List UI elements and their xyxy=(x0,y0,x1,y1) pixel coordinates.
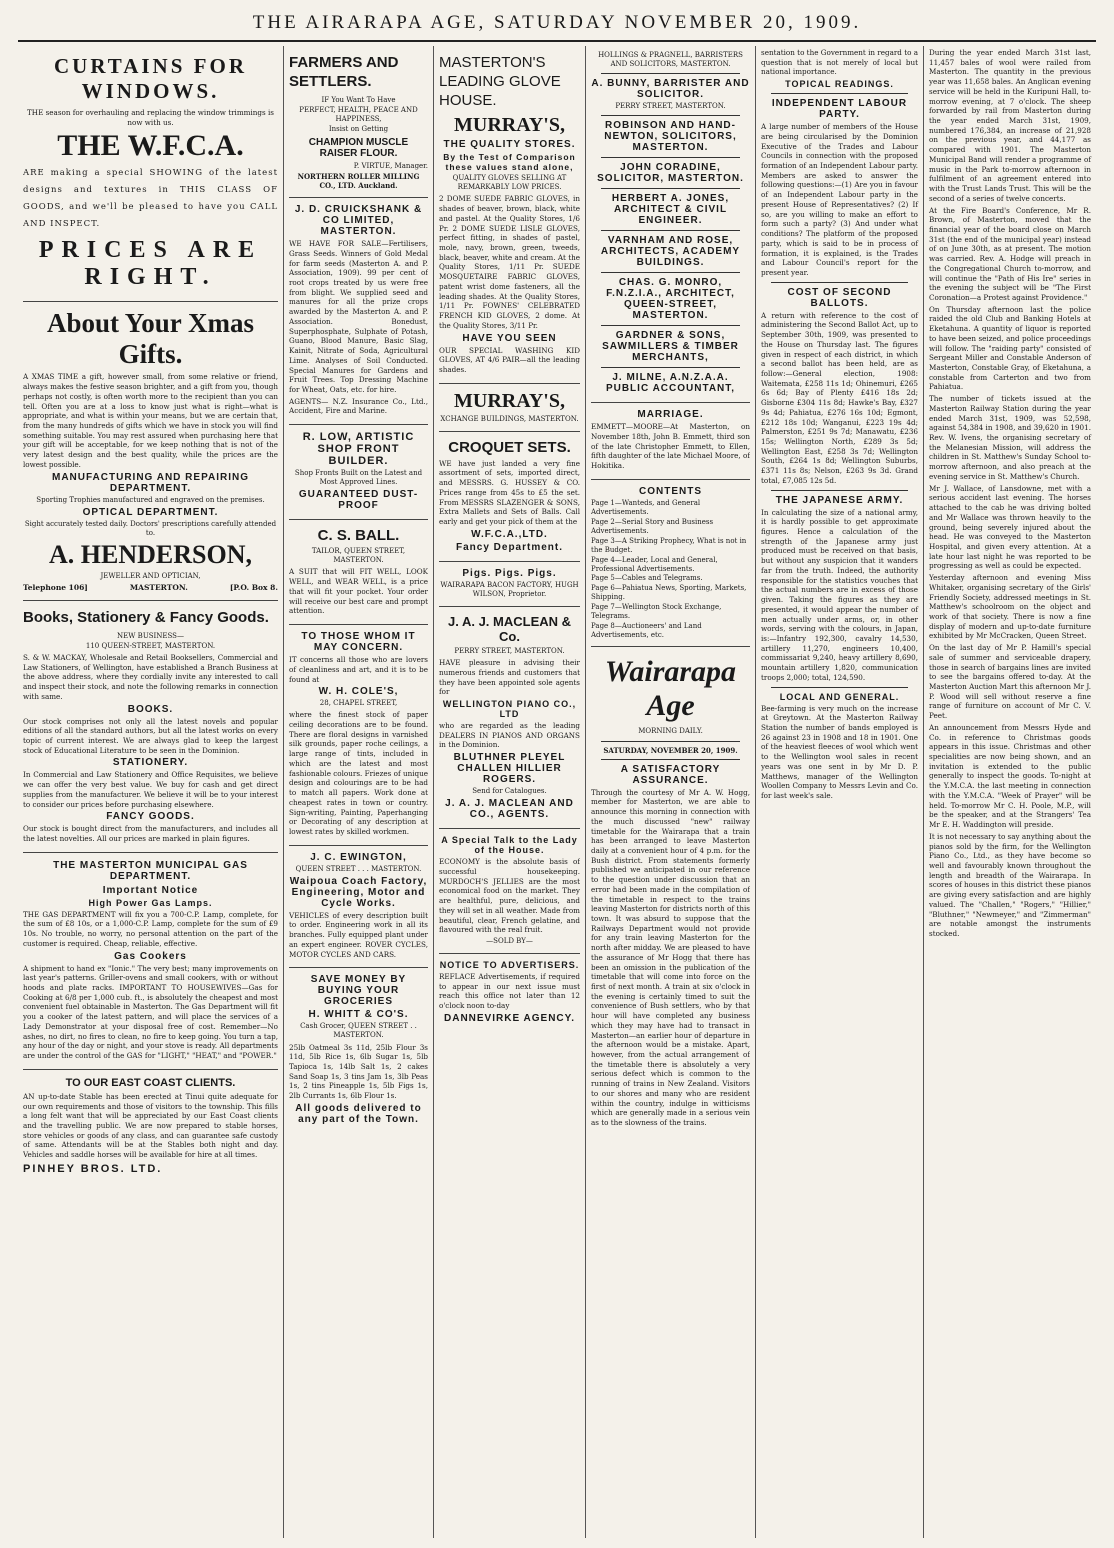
notice-title: NOTICE TO ADVERTISERS. xyxy=(439,960,580,971)
henderson-contact xyxy=(23,583,278,592)
manufacturing-sub: Sporting Trophies manufactured and engraved on the premises. xyxy=(36,495,265,504)
architect-jones: HERBERT A. JONES, ARCHITECT & CIVIL ENGINEER. xyxy=(611,193,730,227)
wellington-body: who are regarded as the leading DEALERS IN PIANOS AND ORGANS in the Dominion. xyxy=(439,720,580,750)
gas-lamps: High Power Gas Lamps. xyxy=(88,897,213,908)
cruickshank-title: J. D. CRUICKSHANK & CO LIMITED, MASTERTON. xyxy=(294,204,423,238)
henderson-box: [P.O. Box 8. xyxy=(229,583,278,592)
ewington-addr: QUEEN STREET . . . MASTERTON. xyxy=(295,864,422,873)
editorial xyxy=(591,647,750,1135)
divider xyxy=(601,367,740,368)
divider xyxy=(771,93,908,94)
gas-cookers: Gas Cookers xyxy=(114,950,187,962)
news-paragraph: On the last day of Mr P. Hamill's special sale of summer and serviceable drapery, those in search of bargains lines are invited to see the bargains offered to-day. At the Masterton Auction Mart this afternoon Mr J. P. Wood will sell without reserve a fine range of furniture on account of Mr C. V. Peet. xyxy=(929,643,1091,721)
books-addr: 110 QUEEN-STREET, MASTERTON. xyxy=(85,641,216,650)
news-paragraph: Mr J. Wallace, of Lansdowne, met with a serious accident last evening. The horses attached to the cab he was driving bolted and Mr Wallace was thrown heavily to the ground, being severely injured about the head. He was conveyed to the Masterton Hospital, and given every attention. At a late hour last night he was reported to be progressing as well as could be expected. xyxy=(929,483,1091,571)
have-seen: HAVE YOU SEEN xyxy=(462,332,557,344)
legal-hollings: HOLLINGS & PRAGNELL, BARRISTERS AND SOLICITORS, MASTERTON. xyxy=(598,51,743,69)
legal-bunny: A. BUNNY, BARRISTER AND SOLICITOR. xyxy=(591,78,750,101)
ballots-title: COST OF SECOND BALLOTS. xyxy=(787,286,892,309)
books-new: NEW BUSINESS— xyxy=(117,631,184,640)
curtains-ad xyxy=(23,46,278,302)
marriage-body: EMMETT—MOORE—At Masterton, on November 18th, John B. Emmett, third son of the late Christopher Emmett, to Ellen, fifth daughter of the late Michael Moore, of Hokitika. xyxy=(591,422,750,471)
topical-title: TOPICAL READINGS. xyxy=(785,79,894,90)
farmers-insist: Insist on Getting xyxy=(328,124,389,133)
contents-item: Page 1—Wanteds, and General Advertisements. xyxy=(591,498,701,517)
gas-body: THE GAS DEPARTMENT will fix you a 700-C.P. Lamp, complete, for the sum of £8 10s, or a 1,000-C.P. Lamp, complete for the sum of £9 10s. No trouble, no worry, no personal attention on the part of the customer is required. Cheap, reliable, effective. xyxy=(23,909,278,948)
lunch-body: ECONOMY is the absolute basis of successful housekeeping. MURDOCH'S JELLIES are the most economical food on the market. They are healthful, pure, delicious, and they will set in all weather. Made from beautiful, clear, French gelatine, and flavoured with the real fruit. xyxy=(439,857,580,935)
assurance-body: Through the courtesy of Mr A. W. Hogg, member for Masterton, we are able to announce this morning in connection with the much discussed "new" railway timetable for the Wairarapa that a train has been arranged to leave Masterton daily at a convenient hour of 4 p.m. for the Bush district. From statements formerly published we anticipated in our reference to the question under discussion that an error had been made in the compilation of the timetable in respect to the trains leaving Masterton for districts north of this town. It was absurd to suppose that the Railways Department would not provide for any train leaving Masterton for the north after midday. We are pleased to have the assurance of Mr Hogg that there has been an omission in the publication of the timetable that will come into force on the first of next month. A train at six o'clock in the evening is certainly timed to suit the convenience of Bush settlers, who by that hour will have completed any business which they may have had to transact in Masterton—an earlier hour of departure in the afternoon would be a mistake. Apart, however, from the actual arrangement of the timetable there is absolutely a very serious defect which is common to the running of trains in New Zealand. Visitors to our shores and many who are resident within the country, indulge in witticisms which are generally made in a serious vein as to the slowness of the trains. xyxy=(591,787,750,1128)
east-coast-ad xyxy=(23,1070,278,1184)
column-5 xyxy=(756,46,924,1538)
legal-perry: PERRY STREET, MASTERTON. xyxy=(615,102,726,111)
architect-monro: CHAS. G. MONRO, F.N.Z.I.A., ARCHITECT, QUEEN-STREET, MASTERTON. xyxy=(606,277,735,322)
masthead-rule xyxy=(18,40,1096,42)
contents-box xyxy=(591,480,750,648)
curtains-title: CURTAINS FOR WINDOWS. xyxy=(54,54,247,103)
send-catalogues: Send for Catalogues. xyxy=(472,787,547,796)
glove-title: MASTERTON'S LEADING GLOVE HOUSE. xyxy=(439,54,561,109)
whitt-list: 25lb Oatmeal 3s 11d, 25lb Flour 3s 11d, 5lb Rice 1s, 6lb Sugar 1s, 5lb Tapioca 1s, 14lb Salt 1s, 2 cakes Sand Soap 1s, 3 tins Jam 1s, 3lb Peas 1s, 2 tins Pineapple 1s, 5lb Figs 1s, 2lb Currants 1s, 6lb Flour 1s. xyxy=(289,1042,428,1101)
lunch-title: A Special Talk to the Lady of the House. xyxy=(441,835,578,856)
cruickshank-agents: AGENTS— N.Z. Insurance Co., Ltd., Accident, Fire and Marine. xyxy=(289,396,428,416)
divider xyxy=(601,230,740,231)
divider xyxy=(601,73,740,74)
whitt-sub: Cash Grocer, QUEEN STREET . . MASTERTON. xyxy=(300,1022,417,1040)
east-title: TO OUR EAST COAST CLIENTS. xyxy=(65,1076,236,1089)
divider xyxy=(771,282,908,283)
wellington-piano: WELLINGTON PIANO CO., LTD xyxy=(442,698,577,719)
glove-ad xyxy=(439,46,580,384)
column-4 xyxy=(586,46,756,1538)
ball-body: A SUIT that will FIT WELL, LOOK WELL, and WEAR WELL, is a price that will fit your pocket. Your order will receive our best care and prompt attention. xyxy=(289,567,428,616)
books-ad xyxy=(23,601,278,853)
concern-body: IT concerns all those who are lovers of cleanliness and art, and it is to be found at xyxy=(289,655,428,684)
column-3 xyxy=(434,46,586,1538)
murray-title: MURRAY'S, xyxy=(454,114,565,137)
ewington-ad xyxy=(289,846,428,969)
books-body: S. & W. MACKAY, Wholesale and Retail Booksellers, Commercial and Law Stationers, of Wellington, have established a Branch Business at the above address, where they cordially invite any interested to call and inspect their stock, and note the following remarks in connection with same. xyxy=(23,652,278,701)
murray2-ad xyxy=(439,384,580,432)
books-title: Books, Stationery & Fancy Goods. xyxy=(23,609,269,626)
murray-sub: THE QUALITY STORES. xyxy=(443,139,576,151)
sold-by: —SOLD BY— xyxy=(486,936,533,945)
pinhey-name: PINHEY BROS. LTD. xyxy=(23,1162,163,1175)
henderson-sub: JEWELLER AND OPTICIAN, xyxy=(100,571,201,580)
news-paragraph: Yesterday afternoon and evening Miss Whitaker, organising secretary of the Girls' Friendly Society, addressed meetings in St. Matthew's schoolroom on the object and work of that society. There is now a fine display of modern and up-to-date furniture exhibited by Mr McCracken, Queen Street. xyxy=(929,573,1091,641)
manufacturing-heading: MANUFACTURING AND REPAIRING DEPARTMENT. xyxy=(52,471,249,494)
contents-item: Page 6—Pahiatua News, Sporting, Markets, Shipping. xyxy=(591,583,747,602)
divider xyxy=(601,188,740,189)
curtains-body: ARE making a special SHOWING of the latest designs and textures in THIS CLASS OF GOODS, and we'll be pleased to have you CALL AND INSPECT. xyxy=(23,168,278,230)
maclean-body: HAVE pleasure in advising their numerous friends and customers that they have been appointed sole agents for xyxy=(439,658,580,697)
fancy-text: Our stock is bought direct from the manufacturers, and includes all the latest novelties. All our prices are marked in plain figures. xyxy=(23,824,278,843)
notice-body: REFLACE Advertisements, if required to appear in our next issue must reach this office not later than 12 o'clock noon to-day xyxy=(439,972,580,1011)
dannevirke: DANNEVIRKE AGENCY. xyxy=(444,1012,575,1024)
ewington-title: J. C. EWINGTON, xyxy=(310,851,407,863)
newspaper-columns xyxy=(18,46,1096,1538)
coles-addr: 28, CHAPEL STREET, xyxy=(319,699,398,708)
marriage-notice xyxy=(591,403,750,480)
xmas-ad xyxy=(23,302,278,601)
croquet-ad xyxy=(439,432,580,562)
farmers-title: FARMERS AND SETTLERS. xyxy=(289,54,399,90)
gloves-body: 2 DOME SUEDE FABRIC GLOVES, in shades of beaver, brown, black, white and pastel. At the Quality Stores, 1/6 Pr. 2 DOME SUEDE LISLE GLOVES, perfect fitting, in shades of pastel, mole, navy, brown, green, tweeds, black, beaver, white and cream. At the Quality Stores, 1/11 Pr. SUEDE MOSQUETAIRE FABRIC GLOVES, patent wrist dome fasteners, all the leading shades. At the Quality Stores, 1/11 Pr. FOWNES' CELEBRATED FRENCH KID GLOVES, 2 dome. At the Quality Stores, 3/11 Pr. xyxy=(439,194,580,330)
virtue-manager: P. VIRTUE, Manager. xyxy=(353,161,428,170)
farmers-intro: IF You Want To Have xyxy=(321,95,396,104)
gardner-sons: GARDNER & SONS, SAWMILLERS & TIMBER MERCHANTS, xyxy=(602,330,739,364)
gas-ad xyxy=(23,853,278,1070)
contents-item: Page 5—Cables and Telegrams. xyxy=(591,574,703,583)
gas-cookers-body: A shipment to hand ex "Ionic." The very best; many improvements on last year's patterns. Griller-ovens and small cookers, with or without hoods and plate racks. IMPORTANT TO HOUSEWIVES—Gas for Cooking at 6/8 per 1,000 cub. ft., is absolutely the cheapest and most convenient fuel obtainable in Masterton. The Gas Department will fit you a cooker of the latest pattern, and will place the services of a Lady Demonstrator at your disposal free of cost. Remember—No ashes, no dirt, no fires to clean, no fire to keep going. You turn a tap, any hour of the day or night, and your stove is ready. All departments are under the control of the GAS for "LIGHT," "HEAT," and "POWER." xyxy=(23,963,278,1061)
rlow-title: R. LOW, ARTISTIC SHOP FRONT BUILDER. xyxy=(302,431,415,468)
piano-brands: BLUTHNER PLEYEL CHALLEN HILLIER ROGERS. xyxy=(453,752,566,786)
whitt-ad xyxy=(289,968,428,1133)
whitt-foot: All goods delivered to any part of the Town. xyxy=(295,1102,422,1125)
rlow-body: Shop Fronts Built on the Latest and Most Approved Lines. xyxy=(294,469,423,487)
waipoua-body: VEHICLES of every description built to order. Engineering work in all its branches. Fully equipped plant under an expert engineer. ROVER CYCLES, MOTOR CYCLES AND CARS. xyxy=(289,910,428,959)
farmers-health: PERFECT, HEALTH, PEACE AND HAPPINESS, xyxy=(299,105,418,123)
henderson-title: A. HENDERSON, xyxy=(49,539,252,569)
local-body: Bee-farming is very much on the increase at Greytown. At the Masterton Railway Station the number of bands employed is 26 against 23 in 1908 and 18 in 1901. One of the heaviest fleeces of wool which went to the Wellington wool sales in recent years was one sent in by Mr D. P. Matthews, manager of the Wellington Woollen Company to Messrs Levin and Co. for last week's sale. xyxy=(761,703,918,800)
paper-sub: MORNING DAILY. xyxy=(638,727,703,736)
legal-coradine: JOHN CORADINE, SOLICITOR, MASTERTON. xyxy=(597,162,744,185)
henderson-town: MASTERTON. xyxy=(129,583,188,592)
legal-robinson: ROBINSON AND HAND-NEWTON, SOLICITORS, MASTERTON. xyxy=(604,120,737,154)
xmas-title: About Your Xmas Gifts. xyxy=(46,308,255,370)
books-text: Our stock comprises not only all the latest novels and popular editions of all the standard authors, but all the latest works on every topic of current interest. We are always glad to keep the largest stock of Educational Literature to be seen in the Dominion. xyxy=(23,716,278,755)
labour-title: INDEPENDENT LABOUR PARTY. xyxy=(771,98,908,121)
pigs-title: Pigs. Pigs. Pigs. xyxy=(462,567,557,579)
gas-title: THE MASTERTON MUNICIPAL GAS DEPARTMENT. xyxy=(53,859,248,882)
prices-right: PRICES ARE RIGHT. xyxy=(38,237,263,291)
wfca-title: THE W.F.C.A. xyxy=(57,129,244,163)
column-1 xyxy=(18,46,284,1538)
cruickshank-body: WE HAVE FOR SALE—Fertilisers, Grass Seeds. Winners of Gold Medal for farm seeds (Masterton A. and P. Association, 1909). 99 per cent of root crops treated by us were free from blight. We supplied seed and manures for all the prize crops awarded by the Masterton A. and P. Association. Bonedust, Superphosphate, Sulphate of Potash, Guano, Blood Manure, Basic Slag, Kainit, Nitrate of Soda, Agricultural Lime. Analyses of Soil Conducted. Special Manures for Gardens and Fruit Trees. Top Dressing Machine for Wheat, Oats, etc. for hire. xyxy=(289,239,428,394)
professional-cards xyxy=(591,46,750,403)
concern-ad xyxy=(289,625,428,846)
maclean-ad xyxy=(439,607,580,829)
pigs-ad xyxy=(439,562,580,607)
architect-varnham: VARNHAM AND ROSE, ARCHITECTS, ACADEMY BUILDINGS. xyxy=(600,235,741,269)
labour-body: A large number of members of the House are being circularised by the Dominion Executive of the Trades and Labour Councils in connection with the proposed formation of an Independent Labour party. Members are asked to answer the following questions:—(1) Are you in favour of an Independent Labour party in the present House of Representatives? (2) If so, are you willing to make an effort to form such a party? (3) And under what conditions? The platform of the proposed party, which is said to be in process of formation, it is explained, is the Trades and Labour Council's report for the present year. xyxy=(761,122,918,277)
contents-item: Page 8—Auctioneers' and Land Advertisements, etc. xyxy=(591,621,702,639)
local-title: LOCAL AND GENERAL. xyxy=(779,691,900,702)
paper-logo: Wairarapa Age xyxy=(604,655,737,723)
farmers-ad xyxy=(289,46,428,198)
divider xyxy=(601,272,740,273)
coles-body: where the finest stock of paper ceiling decorations are to be found. There are floral designs in varnished silk grounds, paper roche ceilings, a large range of tints, included in which are the latest and most fashionable colours. Friezes of unique design and colourings are to be had to match all papers. Work done at cheapest rates in town or country. Sign-writing, Painting, Paperhanging or Decorating of any description at lowest rates by skilled workmen. xyxy=(289,710,428,836)
cruickshank-ad xyxy=(289,198,428,425)
gas-notice: Important Notice xyxy=(102,884,199,896)
maclean-addr: PERRY STREET, MASTERTON. xyxy=(454,646,565,655)
murray2-sub: XCHANGE BUILDINGS, MASTERTON. xyxy=(440,414,579,423)
paper-date: SATURDAY, NOVEMBER 20, 1909. xyxy=(603,745,738,755)
maclean-title: J. A. J. MACLEAN & Co. xyxy=(447,613,572,644)
washing-gloves: OUR SPECIAL WASHING KID GLOVES, AT 4/6 PAIR—all the leading shades. xyxy=(439,345,580,374)
contents-item: Page 4—Leader, Local and General, Professional Advertisements. xyxy=(591,555,718,573)
concern-title: TO THOSE WHOM IT MAY CONCERN. xyxy=(301,631,416,654)
save-title: SAVE MONEY BY BUYING YOUR GROCERIES xyxy=(310,974,407,1008)
column-2 xyxy=(284,46,434,1538)
divider xyxy=(601,741,740,742)
curtains-intro: THE season for overhauling and replacing the window trimmings is now with us. xyxy=(27,108,274,127)
ballots-body: A return with reference to the cost of administering the Second Ballot Act, up to September 30th, 1909, was presented to the House on Thursday last. The figures given in respect of each district, in which a second ballot has been held, are as follow:—General election, 1908: Waitemata, £258 11s 1d; Ohinemuri, £265 6s 6d; Bay of Plenty £416 18s 2d; Gisborne £304 11s 8d; Hawke's Bay, £327 9s 4d; Pahiatua, £276 16s 10d; Egmont, £212 18s 10d; Wanganui, £223 19s 4d; Palmerston, £251 9s 7d; Manawatu, £236 15s; Wellington North, £289 3s 5d; Wellington East, £258 3s 7d; Wellington South, £264 1s 8d; Wellington Suburbs, £371 11s 8s; Nelson, £263 9s 3d. Grand total, £7,085 12s 5d. xyxy=(761,310,918,485)
optical-sub: Sight accurately tested daily. Doctors' prescriptions carefully attended to. xyxy=(24,519,277,537)
bacon-factory: WAIRARAPA BACON FACTORY, HUGH WILSON, Proprietor. xyxy=(440,580,579,598)
news-paragraph: It is not necessary to say anything about the pianos sold by the firm, for the Wellington Piano Co., Ltd., as they have become so well and favourably known throughout the length and breadth of the Wairarapa. In scores of houses in this district these pianos are giving every satisfaction and are highly valued. The "Challen," "Rogers," "Hillier," "Bluthner," "Newmeyer," and "Zimmerman" are notable amongst the instruments stocked. xyxy=(929,831,1091,938)
notice-advertisers xyxy=(439,954,580,1032)
contents-item: Page 7—Wellington Stock Exchange, Telegrams. xyxy=(591,602,722,621)
rlow-dust: GUARANTEED DUST-PROOF xyxy=(298,489,419,512)
wfca-name: W.F.C.A.,LTD. xyxy=(471,528,548,540)
contents-item: Page 2—Serial Story and Business Advertisements. xyxy=(591,517,714,536)
news-paragraph: The number of tickets issued at the Masterton Railway Station during the year ended March 31st, 1909, was 52,598, against 54,384 in 1908, and 39,620 in 1901. Rev. W. Ivens, the organising secretary of the Melanesian Mission, will address the children in St. Matthew's Sunday School to-morrow afternoon, and also preach at the evening service in St. Matthew's Church. xyxy=(929,394,1091,481)
xmas-body: A XMAS TIME a gift, however small, from some relative or friend, always makes the festive season brighter, and a gift from you, though perhaps not costly, is often worth more to the recipient than you can tell. Often you are at a loss to know just what is right—what is appropriate, and what is within your means, but we are certain that, from the many hundreds of gifts which we have in stock you will find something suitable. You may rest assured when purchasing here that your gift will be acceptable, for we keep nothing that is not of the very latest design and the best quality, while the prices are the lowest possible. xyxy=(23,372,278,469)
rlow-ad xyxy=(289,425,428,520)
masthead: THE AIRARAPA AGE, SATURDAY NOVEMBER 20, 1909. xyxy=(252,12,862,33)
champion-flour: CHAMPION MUSCLE RAISER FLOUR. xyxy=(308,136,409,159)
ball-ad xyxy=(289,520,428,625)
divider xyxy=(601,325,740,326)
column-6 xyxy=(924,46,1096,1538)
wfca-dept: Fancy Department. xyxy=(455,541,564,553)
accountant-milne: J. MILNE, A.N.Z.A.A. PUBLIC ACCOUNTANT, xyxy=(605,372,736,395)
contents-item: Page 3—A Striking Prophecy, What is not in the Budget. xyxy=(591,536,747,555)
news-paragraph: An announcement from Messrs Hyde and Co. in reference to Christmas goods appears in this issue. Christmas and other specialities are now being shown, and an invitation is extended to the public generally to inspect the goods. To-night at the Y.M.C.A. the last meeting in connection with the Y.M.C.A. "Week of Prayer" will be held. To-morrow Mr C. H. Poole, M.P., will be the speaker, and at the Strangers' Tea Mr E. H. Waddington will preside. xyxy=(929,722,1091,830)
coles-title: W. H. COLE'S, xyxy=(318,686,399,698)
jelly-ad xyxy=(439,829,580,954)
news-paragraph: At the Fire Board's Conference, Mr R. Brown, of Masterton, moved that the financial year of the board close on March 31st (the end of the municipal year) instead of on June 30th, as at present. The motion was carried. Rev. A. Hodge will preach in the Congregational Church to-morrow, and will continue the "Path of His Ire" series in the evening the subject will be "The First Coronation—a Protest against Providence." xyxy=(929,205,1091,302)
army-body: In calculating the size of a national army, it is hardly possible to get approximate figures. Hence a calculation of the strength of the Japanese army just produced must be received on that basis, but without any suspicion that it wanders far from the truth. Indeed, the authority responsible for the statistics vouches that the actual numbers are in excess of those given. Taking the figures as they are presented, it would appear the number of men actually under arms, or, in other words, serving with the colours, in Japan, is:—Infantry 192,300, cavalry 14,530, artillery 11,270, engineers 10,400, commissariat 9,240, heavy artillery 8,690, mountain artillery 1,820, communication troops 2,000; total, 124,590. xyxy=(761,507,918,682)
east-body: AN up-to-date Stable has been erected at Tinui quite adequate for our own requirements and those of visitors to the township. This fills a long felt want that will be appreciated by our East Coast clients and the travelling public. We are now prepared to stable horses, store vehicles or goods of any class, and can guarantee safe custody of same. Attendants will be at the Stables both night and day. Vehicles and saddle horses will be available for hire at all times. xyxy=(23,1091,278,1160)
divider xyxy=(771,490,908,491)
stationery-text: In Commercial and Law Stationery and Office Requisites, we believe we can offer the very best value. We buy for cash and get direct supplies from the manufacturer. We believe it will be to your interest to consider our prices before purchasing elsewhere. xyxy=(23,770,278,809)
maclean-agents: J. A. J. MACLEAN AND CO., AGENTS. xyxy=(445,798,574,821)
ball-sub: TAILOR, QUEEN STREET, MASTERTON. xyxy=(311,547,406,565)
news-paragraph: During the year ended March 31st last, 11,457 bales of wool were railed from Masterton. The quantity in the previous year was 11,658 bales. An Anglican evening service will be held in the Kuripuni Hall, to-morrow evening, at 7 o'clock. The sheep forwarded by rail from Masterton during the year ended March 31st, 1909, numbered 176,384, an increase of 21,928 on the previous year, and 44,177 as compared with 1901. The Masterton Municipal Band will render a programme of music in the Park to-morrow afternoon in fulfilment of an agreement entered into with the Trust Lands Trust. This will be the second of a series of twelve concerts. xyxy=(929,48,1091,203)
ball-title: C. S. BALL. xyxy=(317,527,400,545)
assurance-title: A SATISFACTORY ASSURANCE. xyxy=(620,763,721,786)
waipoua-title: Waipoua Coach Factory, Engineering, Motor and Cycle Works. xyxy=(289,875,428,909)
croquet-body: WE have just landed a very fine assortment of sets, imported direct, and MESSRS. G. HUSSEY & CO. Prices range from 45s to £5 the set. From MESSRS SLAZENGER & SONS, Extra Mallets and Sets of Balls. Call early and get your pick of them at the xyxy=(439,458,580,527)
whitt-title: H. WHITT & CO'S. xyxy=(308,1009,409,1021)
marriage-title: MARRIAGE. xyxy=(637,409,704,421)
croquet-title: CROQUET SETS. xyxy=(448,438,571,456)
northern-milling: NORTHERN ROLLER MILLING CO., LTD. Auckland. xyxy=(297,171,420,191)
stationery-heading: STATIONERY. xyxy=(112,757,189,769)
contents-title: CONTENTS xyxy=(639,485,702,497)
murray-q: QUALITY GLOVES SELLING AT REMARKABLY LOW PRICES. xyxy=(452,174,567,192)
divider xyxy=(601,759,740,760)
murray-test: By the Test of Comparison these values stand alone, xyxy=(443,152,576,173)
col5-intro: sentation to the Government in regard to a question that is not merely of local but national importance. xyxy=(761,48,918,77)
divider xyxy=(601,115,740,116)
news-paragraph: On Thursday afternoon last the police raided the old Club and Banking Hotels at Eketahuna. A quantity of liquor is reported to have been seized, and police proceedings will follow. The "raiding party" consisted of Sergeant Miller and Constable Anderson of Masterton, Constable Gray, of Eketahuna, a constable from Carterton and two from Pahiatua. xyxy=(929,304,1091,392)
army-title: THE JAPANESE ARMY. xyxy=(775,494,904,506)
divider xyxy=(601,157,740,158)
henderson-tel: Telephone 106] xyxy=(23,583,88,592)
divider xyxy=(771,687,908,688)
optical-heading: OPTICAL DEPARTMENT. xyxy=(82,506,219,518)
books-heading: BOOKS. xyxy=(127,703,174,715)
murray2-title: MURRAY'S, xyxy=(454,389,565,412)
fancy-heading: FANCY GOODS. xyxy=(106,811,195,823)
